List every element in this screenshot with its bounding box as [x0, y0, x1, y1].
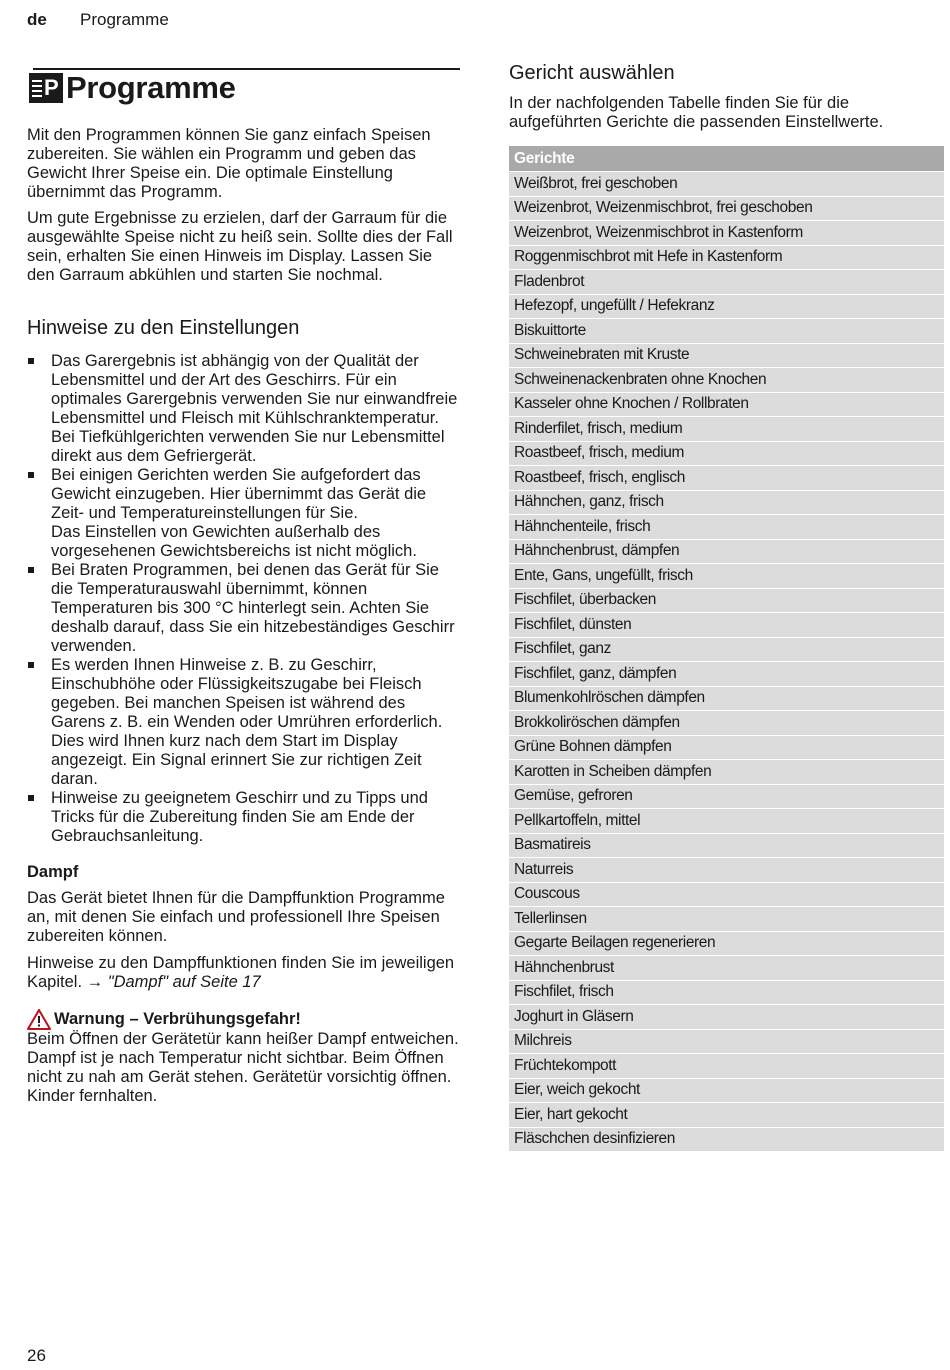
- table-row: [509, 686, 944, 711]
- table-row: [509, 392, 944, 417]
- table-cell: Kasseler ohne Knochen / Rollbraten: [509, 392, 944, 417]
- table-cell: Roastbeef, frisch, englisch: [509, 466, 944, 491]
- list-item: Es werden Ihnen Hinweise z. B. zu Geschirr, Einschubhöhe oder Flüssigkeitszugabe bei Fleisch gegeben. Bei manchen Speisen ist während des Garens z. B. ein Wenden oder Umrühren erforderlich. Dies wird Ihnen kurz nach dem Start im Display angezeigt. Ein Signal erinnert Sie zur richtigen Zeit daran.: [27, 656, 460, 789]
- page-reference-link[interactable]: "Dampf" auf Seite 17: [107, 973, 261, 991]
- hinweise-heading: Hinweise zu den Einstellungen: [27, 317, 300, 339]
- warning-triangle-icon: [27, 1009, 51, 1030]
- table-row: [509, 1029, 944, 1054]
- warning-title: Warnung – Verbrühungsgefahr!: [27, 1009, 460, 1030]
- table-row: [509, 637, 944, 662]
- arrow-icon: →: [86, 973, 104, 991]
- gericht-heading: Gericht auswählen: [509, 62, 675, 84]
- table-row: [509, 735, 944, 760]
- hinweise-list: [27, 352, 460, 846]
- table-cell: Tellerlinsen: [509, 907, 944, 932]
- table-cell: Fläschchen desinfizieren: [509, 1127, 944, 1152]
- table-cell: Hähnchenbrust: [509, 956, 944, 981]
- table-row: [509, 1127, 944, 1152]
- table-cell: Fischfilet, ganz, dämpfen: [509, 662, 944, 687]
- table-row: [509, 417, 944, 442]
- table-row: [509, 907, 944, 932]
- table-cell: Hefezopf, ungefüllt / Hefekranz: [509, 294, 944, 319]
- list-item: Bei Braten Programmen, bei denen das Gerät für Sie die Temperaturauswahl übernimmt, können Temperaturen bis 300 °C hinterlegt sein. Achten Sie deshalb darauf, dass Sie ein hitzebeständiges Geschirr verwenden.: [27, 561, 460, 656]
- table-row: [509, 662, 944, 687]
- table-cell: Milchreis: [509, 1029, 944, 1054]
- table-cell: Schweinenackenbraten ohne Knochen: [509, 368, 944, 393]
- left-column: [27, 68, 460, 1106]
- table-cell: Hähnchen, ganz, frisch: [509, 490, 944, 515]
- table-cell: Fladenbrot: [509, 270, 944, 295]
- table-row: [509, 588, 944, 613]
- table-row: [509, 319, 944, 344]
- table-row: [509, 809, 944, 834]
- warning-text: Beim Öffnen der Gerätetür kann heißer Dampf entweichen. Dampf ist je nach Temperatur nicht sichtbar. Beim Öffnen nicht zu nah am Gerät stehen. Gerätetür vorsichtig öffnen. Kinder fernhalten.: [27, 1030, 459, 1105]
- table-cell: Pellkartoffeln, mittel: [509, 809, 944, 834]
- title-row: [27, 70, 460, 106]
- table-cell: Couscous: [509, 882, 944, 907]
- table-row: [509, 1078, 944, 1103]
- table-cell: Fischfilet, überbacken: [509, 588, 944, 613]
- table-cell: Hähnchenbrust, dämpfen: [509, 539, 944, 564]
- table-row: [509, 196, 944, 221]
- table-cell: Weizenbrot, Weizenmischbrot, frei geschoben: [509, 196, 944, 221]
- table-row: [509, 980, 944, 1005]
- table-row: [509, 245, 944, 270]
- table-cell: Rinderfilet, frisch, medium: [509, 417, 944, 442]
- table-row: [509, 1005, 944, 1030]
- table-cell: Basmatireis: [509, 833, 944, 858]
- table-row: [509, 270, 944, 295]
- table-cell: Blumenkohlröschen dämpfen: [509, 686, 944, 711]
- table-cell: Fischfilet, ganz: [509, 637, 944, 662]
- table-cell: Eier, weich gekocht: [509, 1078, 944, 1103]
- table-cell: Ente, Gans, ungefüllt, frisch: [509, 564, 944, 589]
- table-row: [509, 956, 944, 981]
- right-column: [509, 62, 944, 1152]
- dampf-heading: Dampf: [27, 863, 79, 881]
- intro-paragraph-2: Um gute Ergebnisse zu erzielen, darf der Garraum für die ausgewählte Speise nicht zu heiß sein. Sollte dies der Fall sein, erhalten Sie einen Hinweis im Display. Lassen Sie den Garraum abkühlen und starten Sie nochmal.: [27, 209, 453, 284]
- gerichte-table: [509, 146, 944, 1152]
- programme-icon: P: [29, 73, 63, 103]
- language-code: de: [27, 10, 47, 29]
- table-cell: Gemüse, gefroren: [509, 784, 944, 809]
- table-row: [509, 760, 944, 785]
- table-row: [509, 833, 944, 858]
- table-row: [509, 221, 944, 246]
- table-row: [509, 784, 944, 809]
- table-header: Gerichte: [509, 146, 944, 172]
- table-row: [509, 564, 944, 589]
- list-item: Hinweise zu geeignetem Geschirr und zu Tipps und Tricks für die Zubereitung finden Sie am Ende der Gebrauchsanleitung.: [27, 789, 460, 846]
- table-row: [509, 368, 944, 393]
- table-row: [509, 441, 944, 466]
- table-row: [509, 858, 944, 883]
- table-cell: Hähnchenteile, frisch: [509, 515, 944, 540]
- table-row: [509, 490, 944, 515]
- table-row: [509, 931, 944, 956]
- table-cell: Fischfilet, frisch: [509, 980, 944, 1005]
- page-number: 26: [27, 1346, 46, 1365]
- table-row: [509, 343, 944, 368]
- table-row: [509, 466, 944, 491]
- list-item: Bei einigen Gerichten werden Sie aufgefordert das Gewicht einzugeben. Hier übernimmt das Gerät die Zeit- und Temperatureinstellungen für Sie. Das Einstellen von Gewichten außerhalb des vorgesehenen Gewichtsbereichs ist nicht möglich.: [27, 466, 460, 561]
- header-section-title: Programme: [80, 10, 169, 29]
- table-cell: Gegarte Beilagen regenerieren: [509, 931, 944, 956]
- table-row: [509, 539, 944, 564]
- table-cell: Schweinebraten mit Kruste: [509, 343, 944, 368]
- table-cell: Fischfilet, dünsten: [509, 613, 944, 638]
- table-cell: Grüne Bohnen dämpfen: [509, 735, 944, 760]
- dampf-paragraph-1: Das Gerät bietet Ihnen für die Dampffunktion Programme an, mit denen Sie einfach und professionell Ihre Speisen zubereiten können.: [27, 889, 445, 945]
- table-cell: Eier, hart gekocht: [509, 1103, 944, 1128]
- table-cell: Roastbeef, frisch, medium: [509, 441, 944, 466]
- table-row: [509, 515, 944, 540]
- page-title: Programme: [66, 70, 236, 105]
- table-cell: Biskuittorte: [509, 319, 944, 344]
- table-cell: Joghurt in Gläsern: [509, 1005, 944, 1030]
- table-row: [509, 882, 944, 907]
- table-cell: Weizenbrot, Weizenmischbrot in Kastenform: [509, 221, 944, 246]
- table-row: [509, 172, 944, 197]
- table-cell: Brokkoliröschen dämpfen: [509, 711, 944, 736]
- table-row: [509, 613, 944, 638]
- table-row: [509, 294, 944, 319]
- table-cell: Früchtekompott: [509, 1054, 944, 1079]
- list-item: Das Garergebnis ist abhängig von der Qualität der Lebensmittel und der Art des Geschirrs. Für ein optimales Garergebnis verwenden Sie nur einwandfreie Lebensmittel und Fleisch mit Kühlschranktemperatur. Bei Tiefkühlgerichten verwenden Sie nur Lebensmittel direkt aus dem Gefriergerät.: [27, 352, 460, 466]
- page-header: [27, 10, 169, 30]
- table-cell: Roggenmischbrot mit Hefe in Kastenform: [509, 245, 944, 270]
- table-cell: Naturreis: [509, 858, 944, 883]
- table-cell: Weißbrot, frei geschoben: [509, 172, 944, 197]
- table-row: [509, 711, 944, 736]
- dampf-paragraph-2: Hinweise zu den Dampffunktionen finden Sie im jeweiligen Kapitel. → "Dampf" auf Seite 17: [27, 954, 455, 991]
- table-cell: Karotten in Scheiben dämpfen: [509, 760, 944, 785]
- table-row: [509, 1054, 944, 1079]
- intro-paragraph-1: Mit den Programmen können Sie ganz einfach Speisen zubereiten. Sie wählen ein Programm und geben das Gewicht Ihrer Speise ein. Die optimale Einstellung übernimmt das Programm.: [27, 126, 431, 201]
- table-row: [509, 1103, 944, 1128]
- gericht-intro: In der nachfolgenden Tabelle finden Sie für die aufgeführten Gerichte die passenden Einstellwerte.: [509, 94, 884, 131]
